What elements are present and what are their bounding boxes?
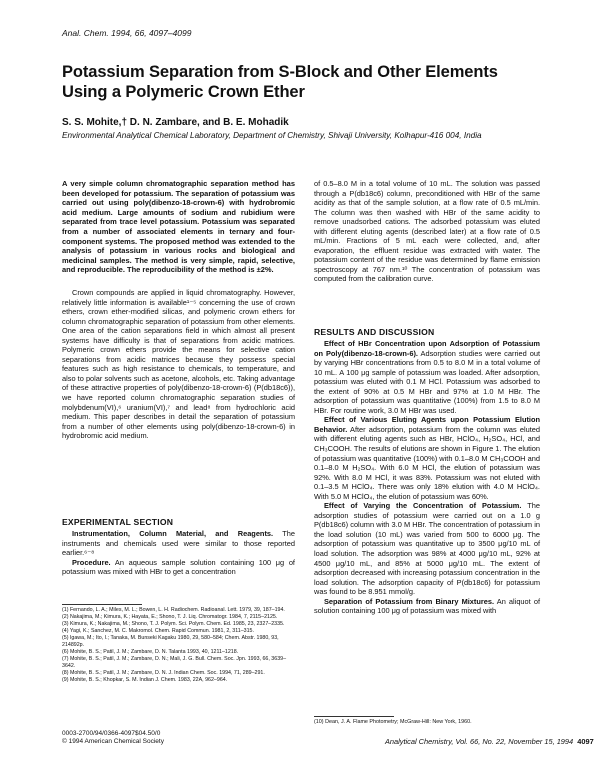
concentration-heading: Effect of Varying the Concentration of Potassium. <box>324 501 522 511</box>
procedure-continued-text: of 0.5–8.0 M in a total volume of 10 mL. The solution was passed through a P(db18c6) column, preconditioned with HBr of the same acidity as that of the sample solution, at a flow rate of 0.5 mL/min. The column was then washed with HBr of the same acidity to remove unadsorbed cations. The adsorbed potassium was eluted with different eluting agents (described later) at a flow rate of 0.5 mL/min. Fractions of 5 mL each were collected, and, after evaporation, the effluent residue was extracted with water. The potassium content of the residue was determined by flame emission spectroscopy at 767 nm.¹⁰ The concentration of potassium was computed from the calibration curve. <box>314 179 540 284</box>
journal-citation: Anal. Chem. 1994, 66, 4097–4099 <box>62 28 192 38</box>
intro-paragraph: Crown compounds are applied in liquid chromatography. However, relatively little information is available¹⁻⁵ concerning the use of crown ethers, crown ether-modified silicas, and polymeric crown ethers for column chromatographic separation of potassium from other elements. One area of the cation separations field in which almost all present systems have difficulty is that of separations from acidic matrices. Polymeric crown ethers provide the means for selective cation separations from acidic matrices because they possess special features such as high resistance to chemicals, to temperature, and also to polar solvents such as acetone, alcohols, etc. Taking advantage of these attractive properties of poly(dibenzo-18-crown-6) (P(db18c6)), we have reported column chromatographic separation studies of molybdenum(VI),⁶ uranium(VI),⁷ and lead⁸ from hydrochloric acid medium. This paper describes in detail the separation of potassium from a number of other elements using poly(dibenzo-18-crown-6) in hydrobromic acid medium. <box>62 288 295 441</box>
footnote-rule <box>314 716 394 717</box>
hbr-adsorption-heading: Effect of HBr Concentration upon Adsorption of Potassium on Poly(dibenzo-18-crown-6). <box>314 339 540 358</box>
concentration-text: The adsorption studies of potassium were carried out on a 1.0 g P(db18c6) column with 3.0 M HBr. The concentration of potassium in the load solution (10 mL) was varied from 500 to 6000 μg. The adsorption of potassium was quantitative up to 3500 μg/10 mL of load solution. The adsorption was 98% at 4000 μg/10 mL, 92% at 4500 μg/10 mL, and 85% at 5000 μg/10 mL. The extent of adsorption decreased with increasing potassium concentration in the load solution. The adsorption capacity of P(db18c6) for potassium was found to be 8.951 mmol/g. <box>314 501 540 597</box>
instrumentation-text: The instruments and chemicals used were similar to those reported earlier.⁶⁻⁸ <box>62 529 296 558</box>
procedure-text: An aqueous sample solution containing 100 μg of potassium was mixed with HBr to get a concentration <box>62 557 295 577</box>
hbr-adsorption-text: Adsorption studies were carried out by varying HBr concentrations from 0.5 to 8.0 M in a total volume of 10 mL. A 100 μg sample of potassium was loaded. After adsorption, potassium was eluted with 0.1 M HCl. Potassium was adsorbed to the extent of 90% at 0.5 M HBr and 97% at 1.0 M HBr. The adsorption of potassium was quantitative (100%) from 1.5 to 8.0 M HBr. For routine work, 3.0 M HBr was used. <box>314 348 540 415</box>
affiliation: Environmental Analytical Chemical Laboratory, Department of Chemistry, Shivaji University, Kolhapur-416 004, India <box>62 131 482 140</box>
binary-mixtures-text: An aliquot of solution containing 100 μg of potassium was mixed with <box>314 596 540 616</box>
eluting-agents-heading: Effect of Various Eluting Agents upon Potassium Elution Behavior. <box>314 415 540 434</box>
reference-item: (1) Fernando, L. A.; Miles, M. L.; Bowen, L. H. Radiochem. Radioanal. Lett. 1979, 39, 187–194. <box>62 607 285 613</box>
reference-item: (6) Mohite, B. S.; Patil, J. M.; Zambare, D. N. Talanta 1993, 40, 1211–1218. <box>62 649 239 656</box>
eluting-agents-text: After adsorption, potassium from the column was eluted with different eluting agents such as HBr, HClO₄, H₂SO₄, HCl, and CH₃COOH. The results of elutions are shown in Figure 1. The elution of potassium was quantitative (100%) with 0.1–8.0 M CH₃COOH and 0.1–8.0 M H₂SO₄. With 6.0 M HCl, the elution of potassium was 92%. With 8.0 M HCl, it was 83%. Potassium was not eluted with 0.1–3.5 M HClO₄. There was only 18% elution with 4.0 M HClO₄. With 5.0 M HClO₄, the elution of potassium was 60%. <box>314 424 540 501</box>
reference-item: (3) Kimura, K.; Nakajima, M.; Shono, T. J. Polym. Sci. Polym. Chem. Ed. 1985, 23, 2327–2335. <box>62 621 285 628</box>
results-section <box>314 339 540 616</box>
abstract-text: A very simple column chromatographic separation method has been developed for potassium. The separation of potassium was carried out using poly(dibenzo-18-crown-6) with hydrobromic acid medium. Large amounts of sodium and rubidium were separated from trace level potassium. Potassium was separated from a number of associated elements in ternary and four-component systems. The proposed method was extended to the analysis of potassium in various rocks and biological and medicinal samples. The method is very simple, rapid, selective, and reproducible. The reproducibility of the method is ±2%. <box>62 179 295 275</box>
results-heading: RESULTS AND DISCUSSION <box>314 327 435 337</box>
journal-issue: Analytical Chemistry, Vol. 66, No. 22, November 15, 1994 <box>385 737 574 746</box>
reference-item: (5) Igawa, M.; Ito, I.; Tanaka, M. Bunseki Kagaku 1980, 29, 580–584; Chem. Abstr. 1980, 93, 214892p. <box>62 635 279 649</box>
issn-code: 0003-2700/94/0366-4097$04.50/0 <box>62 730 161 737</box>
copyright-block <box>62 730 164 746</box>
author-list: S. S. Mohite,† D. N. Zambare, and B. E. Mohadik <box>62 117 289 128</box>
reference-item: (2) Nakajima, M.; Kimura, K.; Hayata, E.; Shono, T. J. Liq. Chromatogr. 1984, 7, 2115–2125. <box>62 614 278 621</box>
instrumentation-heading: Instrumentation, Column Material, and Reagents. <box>72 529 274 538</box>
experimental-section <box>62 529 295 577</box>
reference-item: (4) Yagi, K.; Sanchez, M. C. Makromol. Chem. Rapid Commun. 1981, 2, 311–315. <box>62 628 254 635</box>
procedure-heading: Procedure. <box>72 557 111 567</box>
footnote-reference: (10) Dean, J. A. Flame Photometry; McGraw-Hill: New York, 1960. <box>314 719 472 725</box>
reference-item: (7) Mohite, B. S.; Patil, J. M.; Zambare, D. N.; Mali, J. G. Bull. Chem. Soc. Jpn. 1993, 66, 3639–3642. <box>62 656 287 670</box>
reference-item: (8) Mohite, B. S.; Patil, J. M.; Zambare, D. N. J. Indian Chem. Soc. 1994, 71, 289–291. <box>62 670 265 677</box>
introduction <box>62 288 295 441</box>
reference-list <box>62 607 295 685</box>
reference-rule <box>62 604 142 605</box>
experimental-heading: EXPERIMENTAL SECTION <box>62 517 174 527</box>
running-footer <box>385 737 594 746</box>
procedure-continued <box>314 179 540 284</box>
copyright-notice: © 1994 American Chemical Society <box>62 738 164 745</box>
binary-mixtures-heading: Separation of Potassium from Binary Mixtures. <box>324 596 495 606</box>
abstract <box>62 179 295 275</box>
page-number: 4097 <box>577 737 594 746</box>
reference-item: (9) Mohite, B. S.; Khopkar, S. M. Indian J. Chem. 1983, 22A, 962–964. <box>62 677 228 684</box>
article-title: Potassium Separation from S-Block and Other Elements Using a Polymeric Crown Ether <box>62 63 498 101</box>
